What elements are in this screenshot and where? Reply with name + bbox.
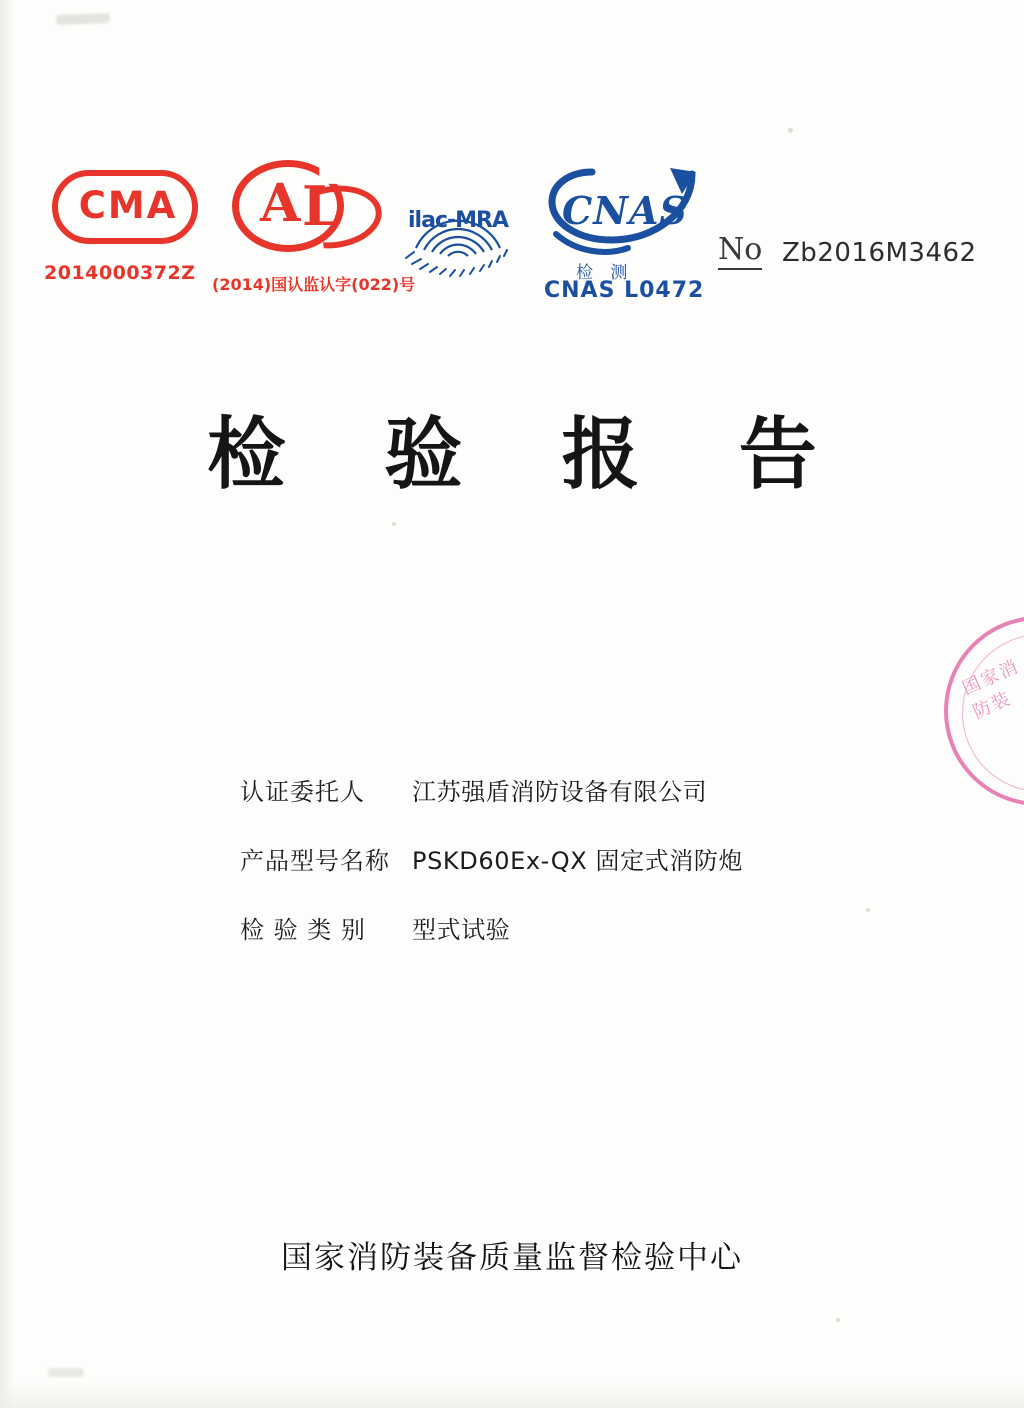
paper-speck <box>392 522 396 526</box>
field-row-client <box>240 772 880 807</box>
ilac-mra-label: ilac-MRA <box>408 208 508 233</box>
cal-mark-icon <box>232 160 372 256</box>
page-title: 检 验 报 告 <box>207 410 853 500</box>
red-official-stamp <box>944 616 1024 806</box>
field-value-inspection-type: 型式试验 <box>412 916 511 944</box>
cma-label: CMA <box>78 184 178 227</box>
cnas-label: CNAS <box>562 188 688 233</box>
cnas-sub-label: 检 测 <box>576 263 634 283</box>
field-label-product: 产品型号名称 <box>240 847 390 875</box>
cma-code: 2014000372Z <box>44 262 196 284</box>
field-row-inspection-type <box>240 910 880 945</box>
paper-speck <box>836 1318 840 1322</box>
ilac-mra-mark-icon <box>392 160 524 278</box>
cnas-code: CNAS L0472 <box>544 278 705 303</box>
accreditation-logo-row <box>0 150 1024 310</box>
serial-prefix: No <box>718 232 762 267</box>
cal-code: (2014)国认监认字(022)号 <box>212 275 416 294</box>
report-fields <box>240 772 880 979</box>
cal-letter-a: A <box>260 173 301 234</box>
field-label-client: 认证委托人 <box>240 778 365 806</box>
field-value-client: 江苏强盾消防设备有限公司 <box>412 778 708 806</box>
cnas-mark-icon <box>540 162 710 303</box>
issuing-organization: 国家消防装备质量监督检验中心 <box>281 1240 743 1276</box>
stamp-text: 国家消防装 <box>959 655 1023 724</box>
scan-artifact-top-left <box>56 13 110 25</box>
paper-speck <box>788 128 793 133</box>
scan-edge-bottom <box>0 1382 1024 1408</box>
cal-letter-l: L <box>302 174 340 238</box>
cma-mark-icon <box>52 170 202 250</box>
field-value-product: PSKD60Ex-QX 固定式消防炮 <box>412 847 744 875</box>
serial-number: Zb2016M3462 <box>782 238 977 268</box>
field-row-product <box>240 841 880 876</box>
field-label-inspection-type: 检 验 类 别 <box>240 916 366 944</box>
scan-artifact-bottom-left <box>48 1368 84 1377</box>
